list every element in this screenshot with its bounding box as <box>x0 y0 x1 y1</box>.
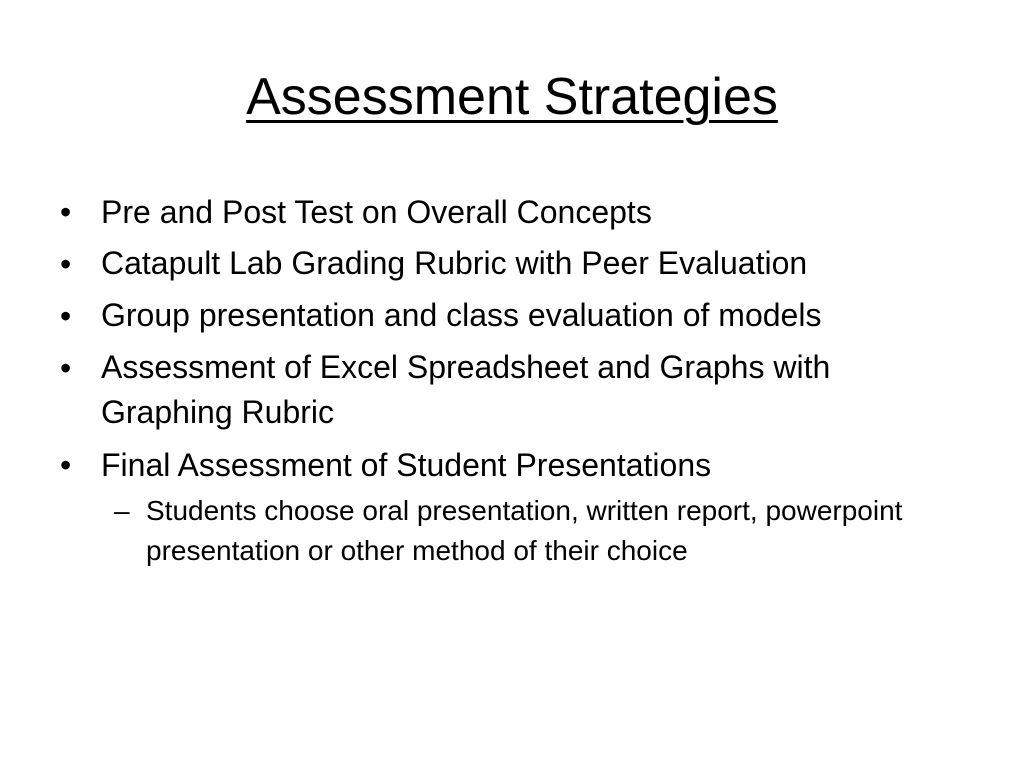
sub-bullet-container <box>60 491 960 571</box>
bullet-text: Pre and Post Test on Overall Concepts <box>101 194 652 230</box>
sub-bullet-item <box>114 491 960 571</box>
bullet-marker: • <box>60 194 72 230</box>
bullet-item <box>60 290 960 342</box>
bullet-item <box>60 342 960 439</box>
bullet-item <box>60 439 960 491</box>
bullet-marker: • <box>60 298 72 334</box>
bullet-text: Assessment of Excel Spreadsheet and Graphs with Graphing Rubric <box>101 349 831 430</box>
bullet-item <box>60 186 960 238</box>
bullet-text: Catapult Lab Grading Rubric with Peer Evaluation <box>101 245 808 281</box>
bullet-item <box>60 238 960 290</box>
sub-bullet-text: Students choose oral presentation, written report, powerpoint presentation or other method of their choice <box>146 495 903 566</box>
bullet-text: Final Assessment of Student Presentations <box>101 447 712 483</box>
bullet-marker: • <box>60 350 72 386</box>
sub-bullet-marker: – <box>114 495 130 526</box>
bullet-marker: • <box>60 246 72 282</box>
bullet-marker: • <box>60 447 72 483</box>
slide-title: Assessment Strategies <box>246 68 778 126</box>
bullet-text: Group presentation and class evaluation of models <box>101 297 822 333</box>
sub-bullet-list <box>114 491 960 571</box>
bullet-list <box>60 186 960 571</box>
